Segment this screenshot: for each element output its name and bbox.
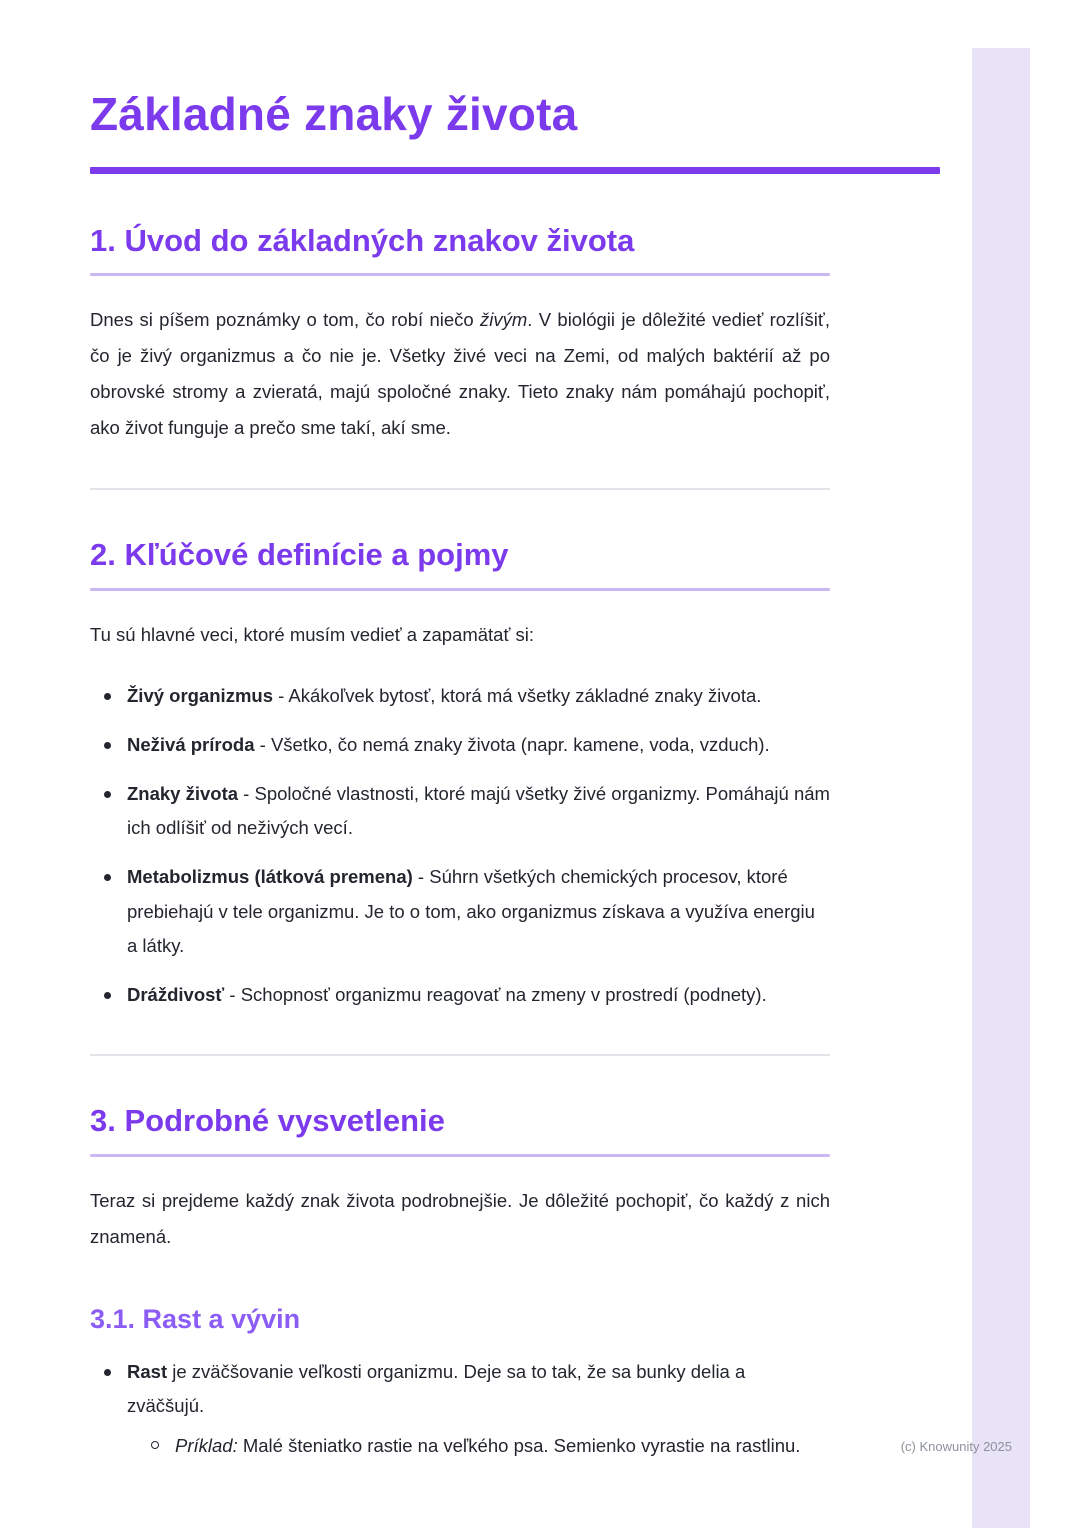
bullet-dot-icon (104, 874, 111, 881)
definition-term: Dráždivosť (127, 984, 225, 1006)
paragraph-text: . V biológii je dôležité vedieť rozlíšiť, čo je živý organizmus a čo nie je. Všetky živé veci na Zemi, od malých baktérií až po obrovské stromy a zvieratá, majú spoločné znaky. Tieto znaky nám pomáhajú pochopiť, ako život funguje a prečo sme takí, akí sme. (90, 309, 830, 439)
definition-text (127, 777, 830, 845)
section-explanation (90, 1102, 830, 1463)
section-2-heading: 2. Kľúčové definície a pojmy (90, 537, 509, 573)
example-list (127, 1429, 817, 1463)
example-body: Malé šteniatko rastie na veľkého psa. Semienko vyrastie na rastlinu. (237, 1435, 801, 1457)
definition-term: Živý organizmus (127, 684, 273, 706)
definition-body: - Súhrn všetkých chemických procesov, ktoré prebiehajú v tele organizmu. Je to o tom, ako organizmus získava a využíva energiu a látky. (127, 866, 815, 956)
paragraph-text: Dnes si píšem poznámky o tom, čo robí niečo (90, 309, 481, 331)
bullet-dot-icon (104, 693, 111, 700)
definition-body: - Akákoľvek bytosť, ktorá má všetky základné znaky života. (272, 684, 762, 706)
section-2-rule (90, 588, 830, 591)
bullet-dot-icon (104, 1369, 111, 1376)
list-item (151, 1429, 817, 1463)
definition-term: Znaky života (127, 783, 239, 805)
definition-body: - Spoločné vlastnosti, ktoré majú všetky živé organizmy. Pomáhajú nám ich odlíšiť od neživých vecí. (127, 783, 830, 839)
definition-text (127, 679, 761, 713)
bullet-circle-icon (151, 1441, 159, 1449)
list-item (104, 728, 830, 762)
section-1-rule (90, 273, 830, 276)
definition-text (127, 978, 767, 1012)
subsection-3-1-heading: 3.1. Rast a vývin (90, 1303, 301, 1334)
section-1-paragraph (90, 302, 830, 446)
page-title: Základné znaky života (90, 88, 578, 140)
section-3-rule (90, 1154, 830, 1157)
list-item (104, 777, 830, 845)
section-divider (90, 1054, 830, 1056)
title-rule (90, 167, 940, 174)
paragraph-italic-word: živým (480, 309, 528, 331)
definition-term: Neživá príroda (127, 733, 255, 755)
list-item (104, 1355, 830, 1464)
section-divider (90, 488, 830, 490)
growth-text (127, 1355, 817, 1464)
list-item (104, 860, 830, 963)
growth-list (90, 1355, 830, 1464)
section-3-heading: 3. Podrobné vysvetlenie (90, 1103, 445, 1139)
list-item (104, 978, 830, 1012)
growth-term: Rast (127, 1361, 168, 1383)
section-3-intro: Teraz si prejdeme každý znak života podrobnejšie. Je dôležité pochopiť, čo každý z nich znamená. (90, 1189, 830, 1247)
bullet-dot-icon (104, 791, 111, 798)
example-lead: Príklad: (175, 1435, 238, 1457)
section-1-heading: 1. Úvod do základných znakov života (90, 222, 635, 258)
definition-body: - Schopnosť organizmu reagovať na zmeny v prostredí (podnety). (224, 984, 767, 1006)
definition-text (127, 860, 830, 963)
section-2-intro: Tu sú hlavné veci, ktoré musím vedieť a zapamätať si: (90, 623, 535, 645)
list-item (104, 679, 830, 713)
definitions-list (90, 679, 830, 1013)
section-intro (90, 222, 830, 446)
definition-body: - Všetko, čo nemá znaky života (napr. kamene, voda, vzduch). (254, 733, 770, 755)
growth-body: je zväčšovanie veľkosti organizmu. Deje sa to tak, že sa bunky delia a zväčšujú. (127, 1361, 746, 1417)
section-definitions (90, 536, 830, 1012)
bullet-dot-icon (104, 742, 111, 749)
definition-term: Metabolizmus (látková premena) (127, 866, 413, 888)
definition-text (127, 728, 770, 762)
page-footer-credit: (c) Knowunity 2025 (900, 1439, 1012, 1454)
example-text (175, 1429, 800, 1463)
bullet-dot-icon (104, 992, 111, 999)
